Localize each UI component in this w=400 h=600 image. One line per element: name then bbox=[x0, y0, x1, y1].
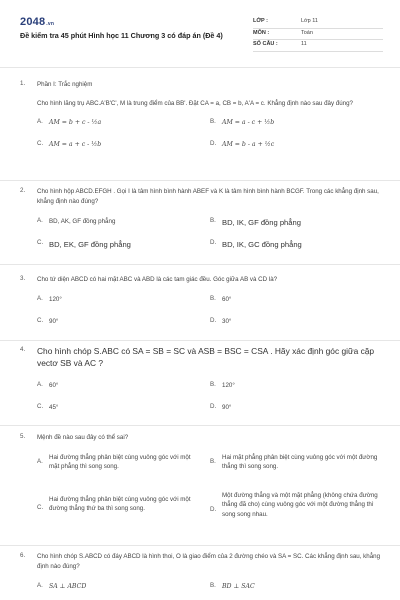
question-text: Mệnh đề nào sau đây có thể sai? bbox=[37, 434, 129, 441]
option-d[interactable] bbox=[210, 239, 302, 250]
option-text: 60° bbox=[222, 295, 232, 303]
divider bbox=[0, 180, 400, 181]
options bbox=[37, 381, 385, 421]
option-text: 45° bbox=[49, 404, 59, 412]
option-letter: D. bbox=[210, 403, 217, 411]
option-letter: B. bbox=[210, 381, 216, 389]
option-text: Hai mặt phẳng phân biệt cùng vuông góc với một đường thẳng thì song song. bbox=[222, 453, 378, 471]
option-letter: B. bbox=[210, 216, 216, 224]
option-text: Hai đường thẳng phân biệt cùng vuông góc với một đường thẳng thứ ba thì song song. bbox=[49, 495, 191, 513]
option-text: Hai đường thẳng phân biệt cùng vuông góc với một mặt phẳng thì song song. bbox=[49, 453, 191, 471]
option-text: BD, AK, GF đồng phẳng bbox=[49, 217, 116, 225]
meta-table bbox=[253, 17, 383, 52]
document-header bbox=[20, 14, 385, 56]
option-letter: A. bbox=[37, 581, 43, 589]
option-letter: B. bbox=[210, 294, 216, 302]
meta-label: SỐ CÂU : bbox=[253, 41, 278, 47]
option-text: AM = a + c - ½b bbox=[49, 140, 102, 148]
option-d[interactable] bbox=[210, 491, 385, 519]
option-a[interactable] bbox=[37, 381, 58, 390]
divider bbox=[0, 340, 400, 341]
question-number: 5. bbox=[20, 433, 26, 440]
options bbox=[37, 582, 385, 596]
option-text: BD ⊥ SAC bbox=[222, 582, 255, 590]
meta-label: MÔN : bbox=[253, 29, 270, 36]
meta-row-subject bbox=[253, 29, 383, 41]
option-b[interactable] bbox=[210, 295, 231, 304]
options bbox=[37, 453, 385, 548]
option-letter: A. bbox=[37, 117, 43, 125]
option-b[interactable] bbox=[210, 118, 274, 127]
question-text: Cho hình chóp S.ABC có SA = SB = SC và ASB = BSC = CSA . Hãy xác định góc giữa cặp vectơ SB và AC ? bbox=[37, 346, 375, 369]
option-letter: A. bbox=[37, 216, 43, 224]
question-number: 6. bbox=[20, 552, 26, 559]
option-letter: A. bbox=[37, 381, 43, 389]
option-text: 120° bbox=[222, 382, 235, 390]
divider bbox=[0, 545, 400, 546]
option-letter: A. bbox=[37, 457, 43, 465]
question-text: Cho hình chóp S.ABCD có đáy ABCD là hình thoi, O là giao điểm của 2 đường chéo và SA = SC. Các khẳng định sau, khẳng định nào đúng? bbox=[37, 553, 381, 570]
question-number: 3. bbox=[20, 275, 26, 282]
question-4 bbox=[20, 345, 385, 421]
option-d[interactable] bbox=[210, 403, 231, 412]
option-letter: D. bbox=[210, 316, 217, 324]
option-b[interactable] bbox=[210, 453, 385, 472]
options bbox=[37, 217, 385, 257]
option-text: BD, IK, GC đồng phẳng bbox=[222, 239, 302, 249]
option-text: 120° bbox=[49, 295, 62, 303]
option-c[interactable] bbox=[37, 140, 101, 149]
meta-value: Lớp 11 bbox=[301, 18, 318, 24]
question-number: 2. bbox=[20, 187, 26, 194]
meta-label: LỚP : bbox=[253, 18, 268, 24]
option-letter: C. bbox=[37, 316, 44, 324]
meta-value: Toán bbox=[301, 29, 313, 36]
option-letter: D. bbox=[210, 505, 217, 513]
question-text: Cho hình lăng trụ ABC.A'B'C', M là trung điểm của BB'. Đặt CA = a, CB = b, A'A = c. Khẳng định nào sau đây đúng? bbox=[37, 99, 353, 107]
option-a[interactable] bbox=[37, 453, 202, 472]
option-c[interactable] bbox=[37, 317, 58, 326]
option-text: Một đường thẳng và một mặt phẳng (không chứa đường thẳng đã cho) cùng vuông góc với một đường thẳng thì song song nhau. bbox=[222, 491, 378, 518]
divider bbox=[0, 67, 400, 68]
option-text: 90° bbox=[222, 404, 232, 412]
option-letter: C. bbox=[37, 139, 44, 147]
section-heading: Phần I: Trắc nghiệm bbox=[37, 81, 93, 88]
option-letter: D. bbox=[210, 238, 217, 246]
option-letter: C. bbox=[37, 503, 44, 511]
option-text: 60° bbox=[49, 382, 59, 390]
option-letter: D. bbox=[210, 139, 217, 147]
option-c[interactable] bbox=[37, 403, 58, 412]
options bbox=[37, 118, 385, 158]
question-2 bbox=[20, 187, 385, 257]
option-a[interactable] bbox=[37, 217, 115, 226]
option-letter: A. bbox=[37, 294, 43, 302]
option-text: BD, IK, GF đồng phẳng bbox=[222, 217, 301, 227]
option-text: 30° bbox=[222, 317, 232, 325]
document-title: Đề kiểm tra 45 phút Hình học 11 Chương 3 có đáp án (Đề 4) bbox=[20, 31, 223, 40]
question-5 bbox=[20, 433, 385, 548]
divider bbox=[0, 425, 400, 426]
option-b[interactable] bbox=[210, 217, 301, 228]
option-letter: B. bbox=[210, 117, 216, 125]
option-text: AM = a - c + ½b bbox=[222, 118, 275, 126]
question-text: Cho hình hộp ABCD.EFGH . Gọi I là tâm hình bình hành ABEF và K là tâm hình bình hành BCGF. Trong các khẳng định sau, khẳng định nào đúng? bbox=[37, 188, 379, 205]
question-number: 1. bbox=[20, 80, 26, 87]
question-1 bbox=[20, 80, 385, 158]
divider bbox=[0, 264, 400, 265]
option-a[interactable] bbox=[37, 295, 62, 304]
question-text: Cho tứ diện ABCD có hai mặt ABC và ABD là các tam giác đều. Góc giữa AB và CD là? bbox=[37, 276, 278, 283]
meta-row-class bbox=[253, 17, 383, 29]
option-a[interactable] bbox=[37, 118, 101, 127]
option-letter: C. bbox=[37, 238, 44, 246]
meta-row-count bbox=[253, 40, 383, 52]
option-text: 90° bbox=[49, 317, 59, 325]
option-d[interactable] bbox=[210, 317, 231, 326]
question-6 bbox=[20, 552, 385, 596]
option-a[interactable] bbox=[37, 582, 86, 591]
option-c[interactable] bbox=[37, 495, 202, 514]
question-3 bbox=[20, 275, 385, 333]
option-text: BD, EK, GF đồng phẳng bbox=[49, 239, 131, 249]
option-b[interactable] bbox=[210, 381, 235, 390]
meta-value: 11 bbox=[301, 41, 307, 47]
option-letter: C. bbox=[37, 403, 44, 411]
option-d[interactable] bbox=[210, 140, 274, 149]
logo-text: 2048 bbox=[20, 16, 46, 28]
logo-suffix: .vn bbox=[46, 21, 55, 27]
option-letter: B. bbox=[210, 457, 216, 465]
option-letter: B. bbox=[210, 581, 216, 589]
option-text: AM = b - a + ½c bbox=[222, 140, 275, 148]
option-b[interactable] bbox=[210, 582, 255, 591]
site-logo[interactable] bbox=[20, 16, 54, 28]
question-number: 4. bbox=[20, 346, 26, 353]
option-text: AM = b + c - ½a bbox=[49, 118, 102, 126]
options bbox=[37, 295, 385, 333]
option-c[interactable] bbox=[37, 239, 131, 250]
option-text: SA ⊥ ABCD bbox=[49, 582, 87, 590]
